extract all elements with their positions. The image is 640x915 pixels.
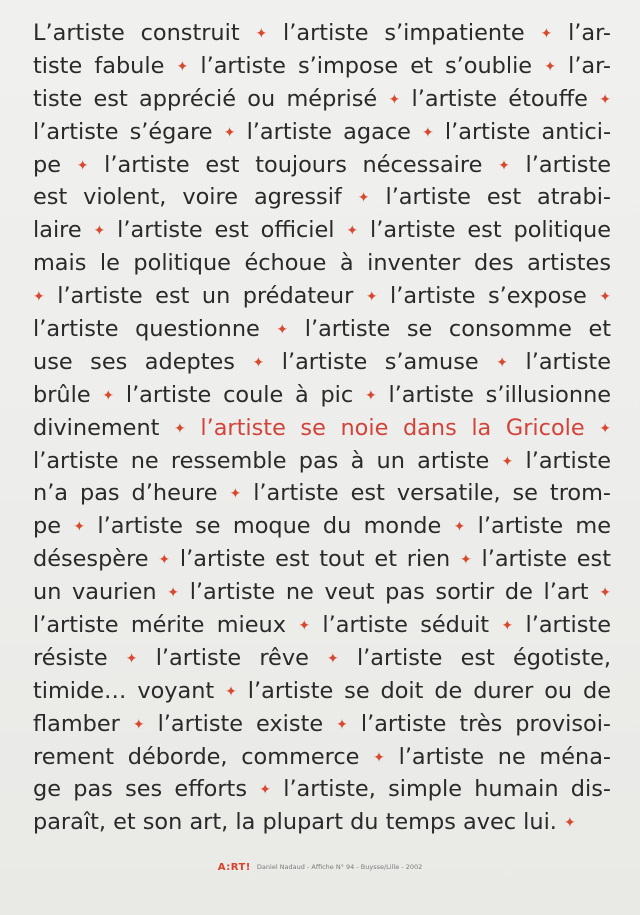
poem-phrase: rement déborde, commerce bbox=[33, 743, 360, 770]
star-separator-icon: ✦ bbox=[459, 552, 472, 569]
star-separator-icon: ✦ bbox=[501, 618, 514, 635]
poem-line bbox=[33, 17, 611, 50]
star-separator-icon: ✦ bbox=[174, 420, 186, 437]
poem-line bbox=[33, 247, 611, 280]
poem-line bbox=[33, 609, 611, 642]
poem-phrase: l’ar- bbox=[568, 52, 611, 79]
poem-phrase: l’artiste est versatile, se trom- bbox=[253, 480, 611, 507]
poem-phrase: l’artiste est un prédateur bbox=[57, 283, 354, 310]
star-separator-icon: ✦ bbox=[225, 683, 237, 700]
star-separator-icon: ✦ bbox=[252, 354, 265, 371]
star-separator-icon: ✦ bbox=[388, 91, 401, 108]
poem-phrase: résiste bbox=[33, 644, 108, 671]
poem-line bbox=[33, 642, 611, 675]
poem-phrase: l’artiste très provisoi- bbox=[360, 710, 611, 737]
star-separator-icon: ✦ bbox=[373, 749, 385, 766]
star-separator-icon: ✦ bbox=[125, 650, 138, 667]
poem-phrase: l’artiste est tout et rien bbox=[179, 546, 451, 573]
poem-phrase: désespère bbox=[33, 546, 149, 573]
poem-phrase: laire bbox=[33, 217, 82, 244]
poem-phrase: l’artiste est bbox=[481, 546, 611, 573]
star-separator-icon: ✦ bbox=[599, 91, 611, 108]
star-separator-icon: ✦ bbox=[357, 190, 370, 207]
star-separator-icon: ✦ bbox=[346, 223, 359, 240]
poem-line bbox=[33, 773, 611, 806]
poem-line bbox=[33, 313, 611, 346]
poem-phrase: est violent, voire agressif bbox=[33, 184, 342, 211]
poem-line bbox=[33, 50, 611, 83]
poem-phrase: l’artiste est toujours nécessaire bbox=[104, 151, 483, 178]
poem-phrase: l’artiste existe bbox=[157, 710, 324, 737]
poem-line bbox=[33, 477, 611, 510]
star-separator-icon: ✦ bbox=[259, 782, 271, 799]
credit-text: Daniel Nadaud - Affiche N° 94 - Buysse/Lille - 2002 bbox=[256, 863, 423, 871]
poem-phrase: pe bbox=[33, 513, 61, 540]
poem-line bbox=[33, 83, 611, 116]
star-separator-icon: ✦ bbox=[176, 58, 189, 75]
star-separator-icon: ✦ bbox=[564, 815, 576, 832]
poem-phrase: l’artiste s’égare bbox=[33, 118, 213, 145]
star-separator-icon: ✦ bbox=[33, 289, 45, 306]
star-separator-icon: ✦ bbox=[327, 650, 339, 667]
star-separator-icon: ✦ bbox=[336, 716, 348, 733]
poem-phrase: mais le politique échoue à inventer des artistes bbox=[33, 250, 611, 277]
poem-phrase: l’artiste s’expose bbox=[390, 283, 587, 310]
star-separator-icon: ✦ bbox=[73, 519, 86, 536]
poem-line bbox=[33, 543, 611, 576]
poem-line bbox=[33, 806, 611, 839]
poem-phrase: L’artiste construit bbox=[33, 20, 240, 46]
poem-phrase: l’artiste s’impatiente bbox=[283, 20, 525, 46]
star-separator-icon: ✦ bbox=[365, 289, 378, 306]
star-separator-icon: ✦ bbox=[229, 486, 242, 503]
star-separator-icon: ✦ bbox=[498, 157, 510, 174]
poem-line bbox=[33, 280, 611, 313]
poem-phrase: l’artiste ne veut pas sortir de l’art bbox=[189, 579, 589, 606]
star-separator-icon: ✦ bbox=[544, 58, 556, 75]
poem-phrase: tiste est apprécié ou méprisé bbox=[33, 85, 378, 112]
poem-text bbox=[33, 17, 611, 839]
poem-phrase: paraît, et son art, la plupart du temps avec lui. bbox=[33, 809, 557, 836]
star-separator-icon: ✦ bbox=[158, 552, 171, 569]
star-separator-icon: ✦ bbox=[422, 124, 434, 141]
poem-phrase: brûle bbox=[33, 381, 91, 408]
poem-phrase: l’artiste se doit de durer ou de bbox=[247, 677, 611, 704]
poem-line bbox=[33, 181, 611, 214]
poem-phrase: l’artiste étouffe bbox=[411, 85, 588, 112]
poem-phrase: l’artiste bbox=[525, 612, 611, 639]
poem-phrase: l’artiste bbox=[525, 447, 611, 474]
poem-line bbox=[33, 445, 611, 478]
poem-phrase: un vaurien bbox=[33, 579, 157, 606]
poem-phrase: ge pas ses efforts bbox=[33, 776, 247, 803]
star-separator-icon: ✦ bbox=[93, 223, 106, 240]
star-separator-icon: ✦ bbox=[276, 322, 289, 339]
poem-line bbox=[33, 379, 611, 412]
star-separator-icon: ✦ bbox=[298, 618, 311, 635]
poem-phrase: l’artiste agace bbox=[246, 118, 411, 145]
poem-phrase: l’artiste rêve bbox=[155, 644, 309, 671]
poem-line bbox=[33, 675, 611, 708]
star-separator-icon: ✦ bbox=[364, 387, 377, 404]
star-separator-icon: ✦ bbox=[496, 354, 508, 371]
star-separator-icon: ✦ bbox=[599, 585, 611, 602]
star-separator-icon: ✦ bbox=[599, 289, 611, 306]
poem-phrase: l’artiste s’illusionne bbox=[388, 381, 611, 408]
poem-phrase: l’artiste ne ména- bbox=[398, 743, 611, 770]
poem-line bbox=[33, 741, 611, 774]
star-separator-icon: ✦ bbox=[76, 157, 89, 174]
poem-phrase: use ses adeptes bbox=[33, 348, 235, 375]
poem-phrase: l’artiste bbox=[525, 151, 611, 178]
poem-phrase: l’artiste mérite mieux bbox=[33, 612, 286, 639]
star-separator-icon: ✦ bbox=[167, 585, 180, 602]
star-separator-icon: ✦ bbox=[255, 26, 268, 42]
highlighted-phrase: l’artiste se noie dans la Gricole bbox=[200, 414, 585, 441]
poem-phrase: l’artiste me bbox=[477, 513, 611, 540]
poem-phrase: tiste fabule bbox=[33, 52, 165, 79]
poem-phrase: l’artiste s’impose et s’oublie bbox=[200, 52, 533, 79]
poem-phrase: n’a pas d’heure bbox=[33, 480, 218, 507]
poem-line bbox=[33, 708, 611, 741]
poem-phrase: l’artiste questionne bbox=[33, 316, 260, 343]
star-separator-icon: ✦ bbox=[132, 716, 145, 733]
poem-phrase: l’artiste coule à pic bbox=[125, 381, 354, 408]
poem-phrase: l’artiste se moque du monde bbox=[97, 513, 442, 540]
poem-line bbox=[33, 412, 611, 445]
poem-phrase: l’artiste est atrabi- bbox=[385, 184, 611, 211]
star-separator-icon: ✦ bbox=[223, 124, 236, 141]
footer-credit bbox=[0, 862, 640, 873]
poem-line bbox=[33, 510, 611, 543]
poem-phrase: pe bbox=[33, 151, 61, 178]
poem-line bbox=[33, 576, 611, 609]
poem-line bbox=[33, 214, 611, 247]
poem-phrase: l’artiste est officiel bbox=[117, 217, 335, 244]
poem-phrase: l’artiste, simple humain dis- bbox=[283, 776, 611, 803]
poem-phrase: l’artiste bbox=[525, 348, 611, 375]
poem-phrase: l’artiste séduit bbox=[322, 612, 490, 639]
star-separator-icon: ✦ bbox=[501, 453, 514, 470]
star-separator-icon: ✦ bbox=[540, 26, 553, 42]
star-separator-icon: ✦ bbox=[599, 420, 611, 437]
poem-phrase: flamber bbox=[33, 710, 120, 737]
art-logo: A:RT! bbox=[217, 862, 251, 873]
poem-phrase: l’artiste s’amuse bbox=[281, 348, 479, 375]
poem-phrase: l’artiste est politique bbox=[370, 217, 611, 244]
poem-phrase: timide… voyant bbox=[33, 677, 215, 704]
poem-phrase: l’ar- bbox=[568, 20, 611, 46]
poem-phrase: l’artiste est égotiste, bbox=[356, 644, 611, 671]
poem-phrase: l’artiste se consomme et bbox=[304, 316, 611, 343]
poem-line bbox=[33, 116, 611, 149]
poem-line bbox=[33, 346, 611, 379]
poem-phrase: l’artiste ne ressemble pas à un artiste bbox=[33, 447, 490, 474]
poem-phrase: l’artiste antici- bbox=[444, 118, 611, 145]
star-separator-icon: ✦ bbox=[453, 519, 466, 536]
star-separator-icon: ✦ bbox=[102, 387, 115, 404]
poem-phrase: divinement bbox=[33, 414, 160, 441]
poem-line bbox=[33, 149, 611, 182]
